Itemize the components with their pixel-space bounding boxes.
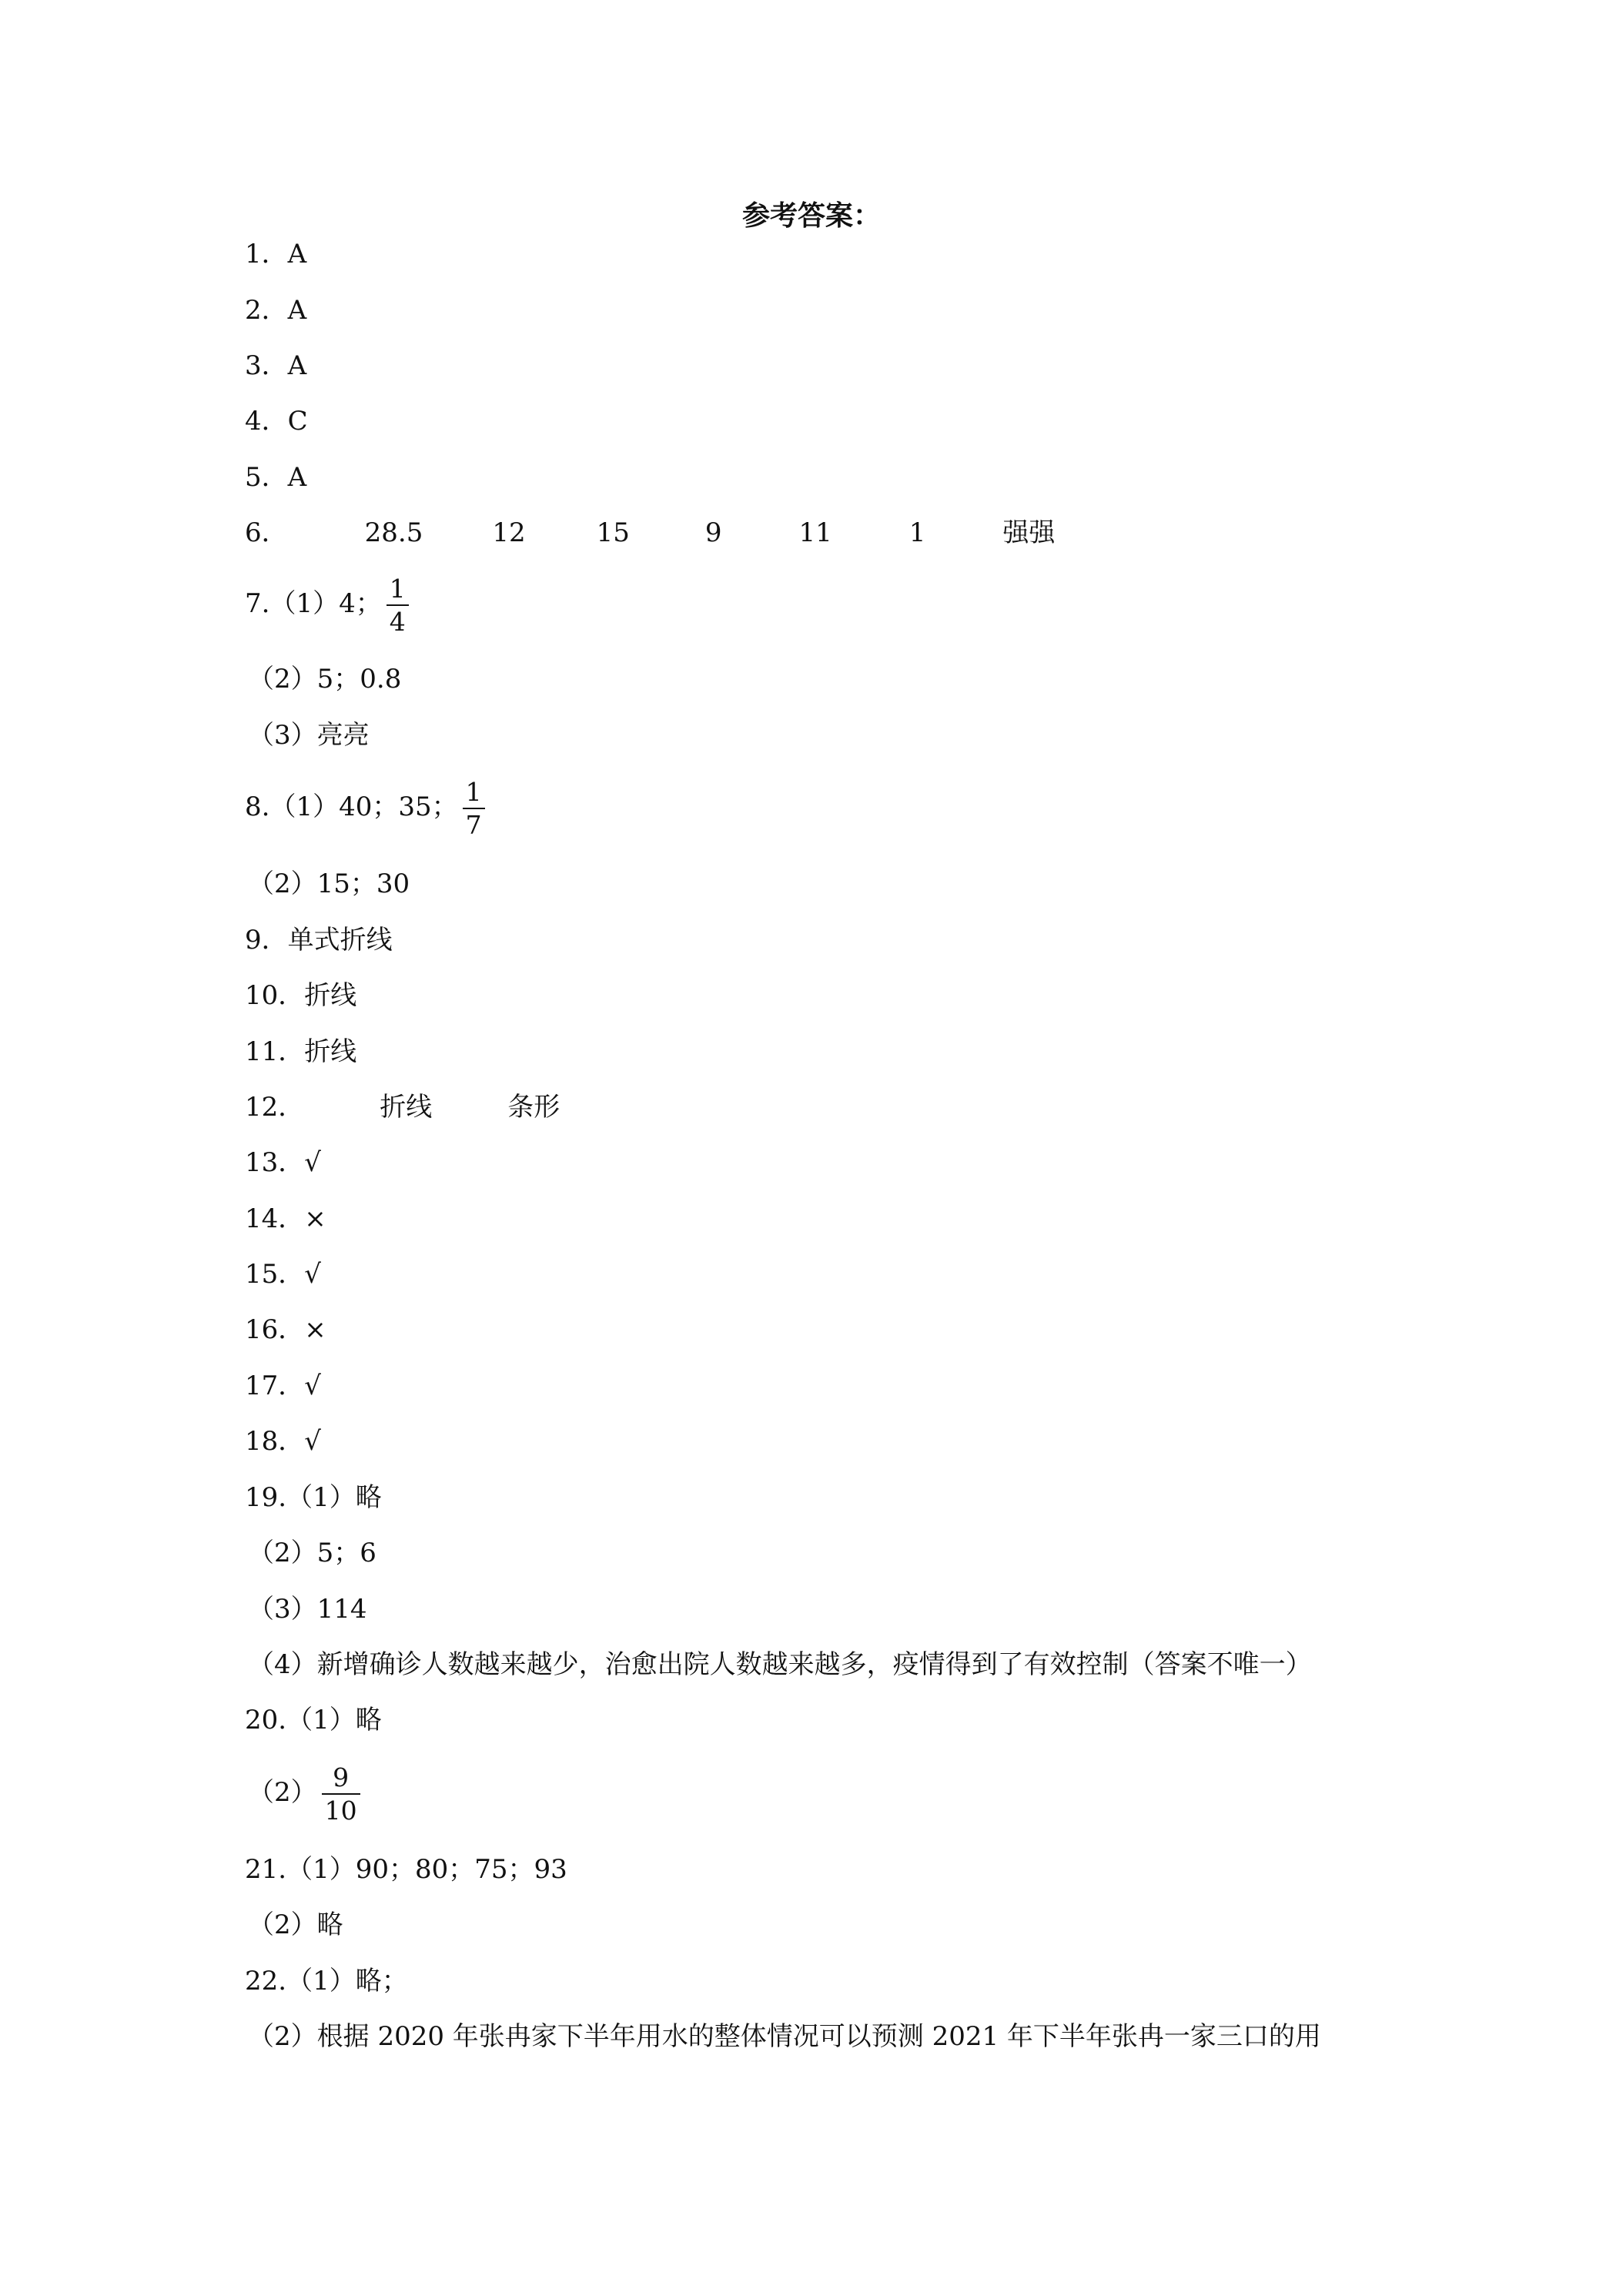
answer-1: 1．A xyxy=(245,239,307,269)
answer-8-2: （2）15；30 xyxy=(248,869,410,899)
answer-19-4: （4）新增确诊人数越来越少，治愈出院人数越来越多，疫情得到了有效控制（答案不唯一） xyxy=(248,1649,1312,1680)
answer-3: 3．A xyxy=(245,350,307,381)
answer-6-value: 11 xyxy=(798,517,832,548)
answer-21-2: （2）略 xyxy=(248,1909,343,1940)
answer-15: 15．√ xyxy=(245,1259,321,1290)
answer-11: 11．折线 xyxy=(245,1036,357,1067)
answer-16: 16．× xyxy=(245,1314,326,1345)
answer-12 xyxy=(245,1092,560,1123)
answer-18: 18．√ xyxy=(245,1426,321,1457)
answer-21-1: 21.（1）90；80；75；93 xyxy=(245,1854,567,1885)
answer-19-2: （2）5；6 xyxy=(248,1538,376,1568)
answer-13: 13．√ xyxy=(245,1147,321,1178)
fraction-numerator: 1 xyxy=(389,574,406,604)
fraction xyxy=(463,779,485,838)
fraction-denominator: 7 xyxy=(463,808,485,838)
answer-5: 5．A xyxy=(245,462,307,493)
answer-22-2: （2）根据 2020 年张冉家下半年用水的整体情况可以预测 2021 年下半年张冉一家三口的用 xyxy=(248,2021,1321,2052)
page-title: 参考答案： xyxy=(741,199,881,232)
fraction-numerator: 1 xyxy=(465,777,482,807)
answer-8-1 xyxy=(245,779,485,838)
answer-22-1: 22.（1）略； xyxy=(245,1966,408,1996)
answer-6-value: 1 xyxy=(909,517,926,548)
answer-8-1-text: 8.（1）40；35； xyxy=(245,792,458,822)
answer-12-number: 12． xyxy=(245,1092,305,1123)
fraction xyxy=(322,1762,360,1826)
answer-20-1: 20.（1）略 xyxy=(245,1705,382,1735)
answer-9: 9．单式折线 xyxy=(245,925,393,956)
answer-6-value: 强强 xyxy=(1002,517,1056,548)
answer-7-1 xyxy=(245,574,409,637)
answer-20-2 xyxy=(248,1762,360,1826)
answer-2: 2．A xyxy=(245,295,307,326)
fraction-numerator: 9 xyxy=(333,1762,350,1792)
answer-6-value: 9 xyxy=(704,517,722,548)
answer-10: 10．折线 xyxy=(245,980,357,1011)
answer-12-value: 条形 xyxy=(507,1092,561,1123)
answer-7-3: （3）亮亮 xyxy=(248,720,370,751)
answer-7-1-text: 7.（1）4； xyxy=(245,588,382,619)
fraction-denominator: 4 xyxy=(387,604,409,634)
answer-14: 14．× xyxy=(245,1203,326,1234)
answer-12-value: 折线 xyxy=(380,1092,433,1123)
answer-6-number: 6． xyxy=(245,517,288,548)
answer-6-value: 15 xyxy=(596,517,630,548)
answer-17: 17．√ xyxy=(245,1371,321,1401)
answer-19-3: （3）114 xyxy=(248,1594,367,1625)
answer-4: 4．C xyxy=(245,406,308,437)
answer-6-value: 12 xyxy=(492,517,526,548)
answer-6 xyxy=(245,517,1055,548)
answer-6-value: 28.5 xyxy=(364,517,423,548)
fraction-denominator: 10 xyxy=(322,1793,360,1823)
answer-19-1: 19.（1）略 xyxy=(245,1482,382,1513)
fraction xyxy=(387,574,409,637)
answer-20-2-text: （2） xyxy=(248,1777,317,1808)
answer-7-2: （2）5；0.8 xyxy=(248,664,402,694)
